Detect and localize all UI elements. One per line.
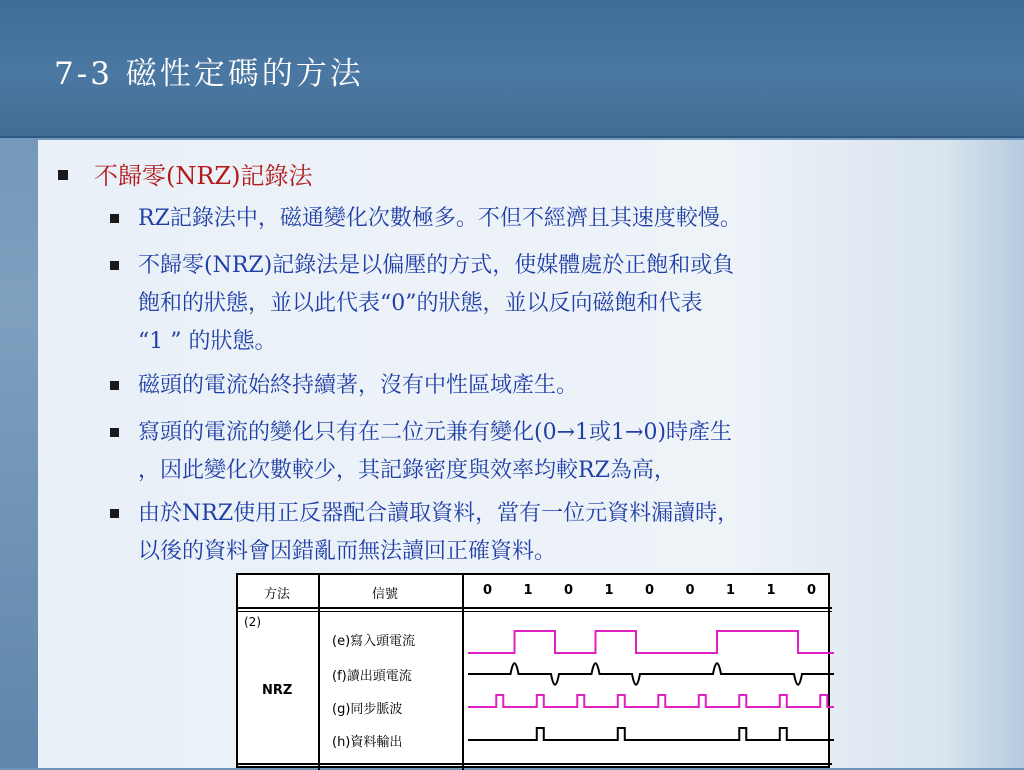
signal-label-write: (e)寫入頭電流 (332, 634, 416, 649)
bit-label: 1 (604, 583, 614, 598)
write-current-wave (468, 631, 834, 653)
bullet-square-icon (110, 509, 119, 518)
slide-title: 7-3 磁性定碼的方法 (54, 56, 364, 92)
sub-bullet-5 (138, 495, 739, 571)
bit-label: 0 (483, 583, 493, 598)
table-divider (318, 575, 320, 770)
sub-bullet-line: 以後的資料會因錯亂而無法讀回正確資料。 (138, 539, 557, 564)
sub-bullet-line: “1 ” 的狀態。 (138, 329, 277, 354)
sub-bullet-4 (138, 414, 732, 490)
header-method: 方法 (264, 587, 291, 602)
signal-label-read: (f)讀出頭電流 (332, 669, 412, 684)
section-number: (2) (244, 615, 261, 629)
sub-bullet-line: RZ記錄法中，磁通變化次數極多。不但不經濟且其速度較慢。 (138, 206, 742, 231)
bullet-square-icon (110, 381, 119, 390)
signal-label-sync: (g)同步脈波 (332, 702, 403, 717)
nrz-waveform-diagram (464, 575, 834, 765)
nrz-signal-table (236, 573, 830, 768)
bit-label: 1 (766, 583, 776, 598)
sub-bullet-line: 飽和的狀態，並以此代表“0”的狀態，並以反向磁飽和代表 (138, 291, 703, 316)
sub-bullet-line: 由於NRZ使用正反器配合讀取資料，當有一位元資料漏讀時， (138, 501, 740, 526)
main-bullet-text: 不歸零(NRZ)記錄法 (94, 162, 313, 190)
sub-bullet-line: ，因此變化次數較少，其記錄密度與效率均較RZ為高， (138, 458, 676, 483)
bit-label: 1 (523, 583, 533, 598)
bit-label: 0 (807, 583, 817, 598)
bit-label: 0 (564, 583, 574, 598)
bit-label: 1 (726, 583, 736, 598)
title-bar (0, 0, 1024, 138)
bullet-square-icon (110, 214, 119, 223)
method-name: NRZ (262, 683, 293, 698)
bullet-square-icon (110, 261, 119, 270)
sub-bullet-3 (138, 367, 578, 405)
read-current-wave (468, 663, 834, 685)
header-signal: 信號 (372, 587, 399, 602)
bullet-square-icon (110, 428, 119, 437)
data-output-wave (468, 728, 834, 740)
sub-bullet-line: 不歸零(NRZ)記錄法是以偏壓的方式，使媒體處於正飽和或負 (138, 253, 735, 278)
sync-pulse-wave (468, 695, 834, 707)
bullet-square-icon (58, 170, 68, 180)
signal-label-output: (h)資料輸出 (332, 735, 403, 750)
sub-bullet-2 (138, 247, 734, 361)
bit-label: 0 (645, 583, 655, 598)
sub-bullet-1 (138, 200, 742, 238)
sub-bullet-line: 磁頭的電流始終持續著，沒有中性區域產生。 (138, 373, 579, 398)
sub-bullet-line: 寫頭的電流的變化只有在二位元兼有變化(0→1或1→0)時產生 (138, 420, 733, 445)
bit-label: 0 (685, 583, 695, 598)
